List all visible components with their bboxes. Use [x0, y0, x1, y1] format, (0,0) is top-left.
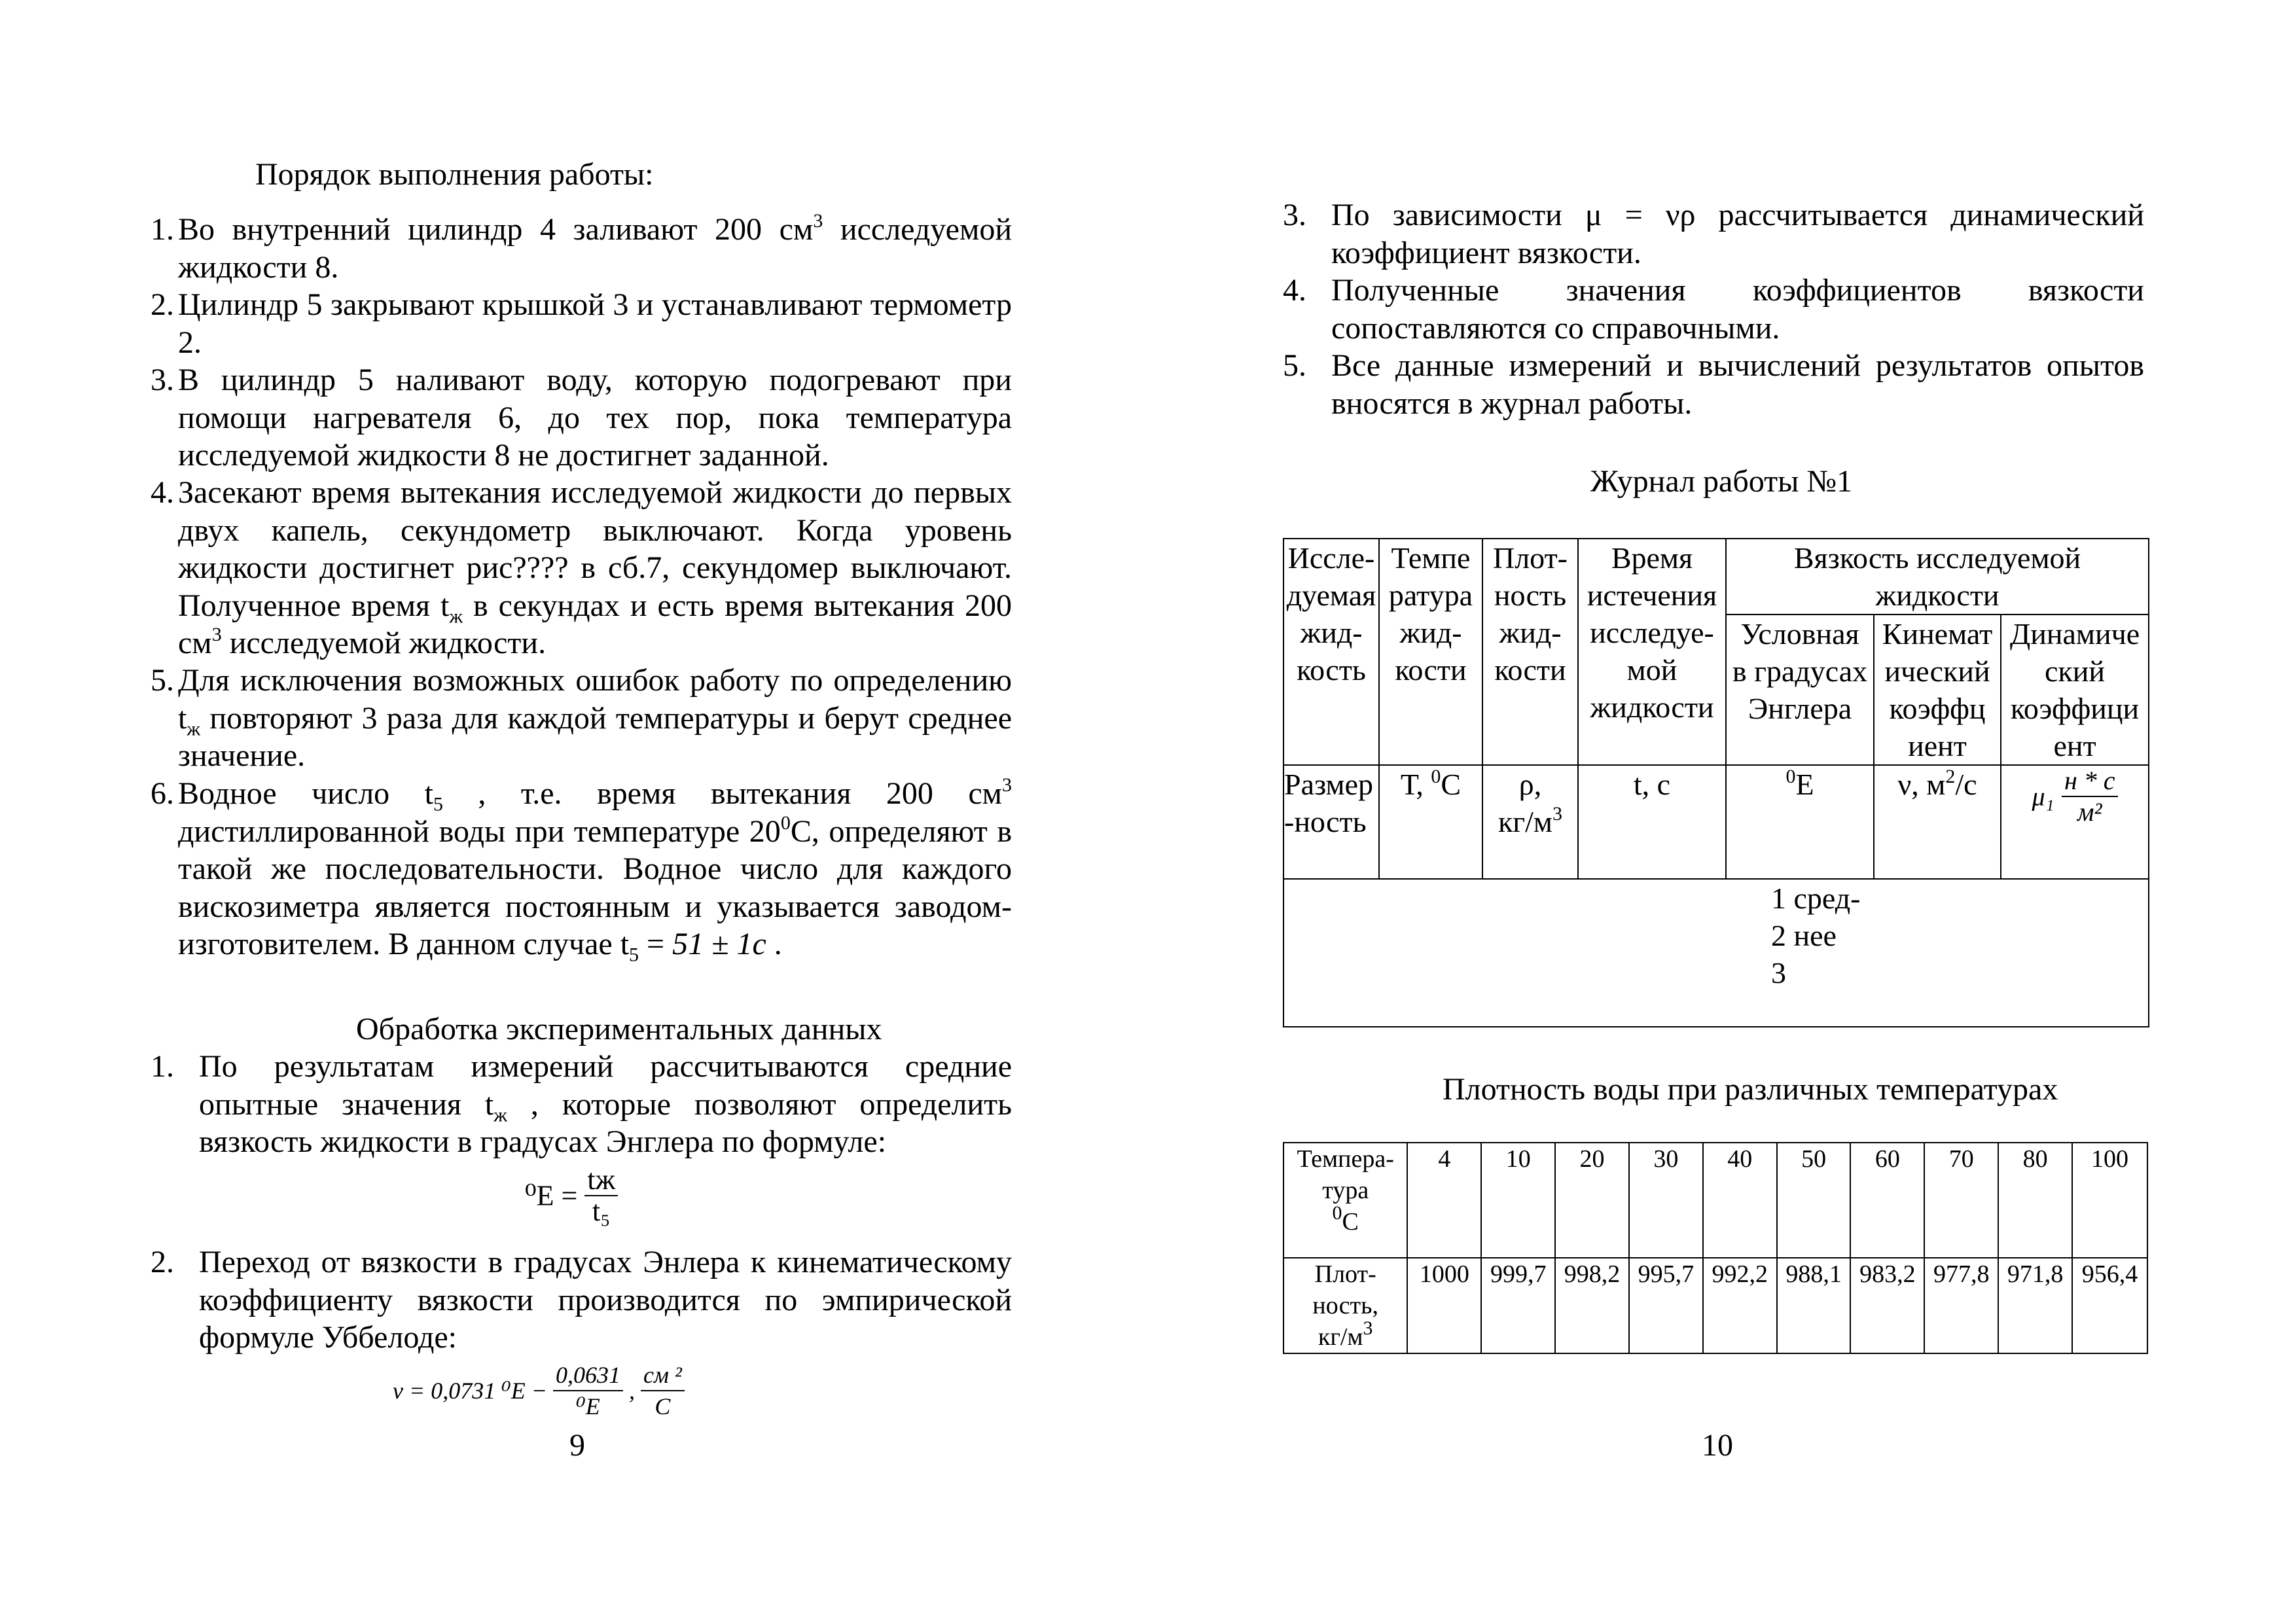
col-header-liquid: Иссле- дуемая жид- кость	[1283, 539, 1379, 765]
temperature-row-cell: 4	[1407, 1143, 1481, 1258]
unit-kinematic: ν, $м^2/с$	[1874, 765, 2001, 879]
density-table-title: Плотность воды при различных температурах	[1443, 1072, 2058, 1107]
density-row-cell: 988,1	[1777, 1258, 1851, 1353]
unit-dynamic: μ₁ $\frac{н * с}{\text{м²}}$	[2001, 765, 2149, 879]
page-number: 10	[1702, 1428, 1733, 1463]
density-row-cell: 971,8	[1998, 1258, 2072, 1353]
processing-heading: Обработка экспериментальных данных	[356, 1012, 882, 1046]
procedure-heading: Порядок выполнения работы:	[255, 157, 654, 192]
processing-step: 1. По результатам измерений рассчитываются средние опытные значения $t_ж$ , которые позволяют определить вязкость жидкости в градусах Энглера по формуле:	[151, 1049, 1013, 1159]
procedure-step: 2. Цилиндр 5 закрывают крышкой 3 и устанавливают термометр 2.	[151, 287, 1012, 360]
density-table	[1283, 1142, 2148, 1354]
procedure-step: 4. Засекают время вытекания исследуемой жидкости до первых двух капель, секундометр выключают. Когда уровень жидкости достигнет рис???? в сб.7, секундомер выключают. Полученное время $t_ж$ в секундах и есть время вытекания 200 $см^3$ исследуемой жидкости.	[151, 475, 1012, 660]
density-row-label: Плот- ность, $кг/м^3$	[1283, 1258, 1407, 1353]
journal-data-rows: 1 сред- 2 нее 3	[1283, 879, 2149, 1027]
density-row-cell: 956,4	[2072, 1258, 2147, 1353]
unit-density: ρ, $кг/м^3$	[1482, 765, 1578, 879]
temperature-row-cell: 80	[1998, 1143, 2072, 1258]
density-row-cell: 1000	[1407, 1258, 1481, 1353]
journal-title: Журнал работы №1	[1590, 464, 1853, 499]
col-header-temperature: Темпе ратура жид- кости	[1379, 539, 1482, 765]
col-header-kinematic: Кинемат ический коэффц иент	[1874, 615, 2001, 765]
temperature-row-cell: 100	[2072, 1143, 2147, 1258]
density-row-cell: 998,2	[1555, 1258, 1629, 1353]
col-header-viscosity: Вязкость исследуемой жидкости	[1726, 539, 2149, 615]
temperature-row-cell: 50	[1777, 1143, 1851, 1258]
temperature-row-cell: 10	[1481, 1143, 1555, 1258]
temperature-row	[1283, 1143, 2147, 1258]
density-row	[1283, 1258, 2147, 1353]
col-header-conditional: Условная в градусах Энглера	[1726, 615, 1874, 765]
processing-step: 2. Переход от вязкости в градусах Энлера к кинематическому коэффициенту вязкости производится по эмпирической формуле Уббелоде:	[151, 1245, 1012, 1355]
unit-time: t, с	[1578, 765, 1726, 879]
density-row-cell: 977,8	[1924, 1258, 1998, 1353]
processing-step: 4. Полученные значения коэффициентов вязкости сопоставляются со справочными.	[1283, 273, 2144, 346]
ubbelohde-formula: ν = 0,0731 ⁰E − $\frac{0,0631}{\text{⁰E}}$ , $\frac{\text{см ²}}{С}$	[393, 1360, 685, 1421]
temperature-row-cell: 40	[1703, 1143, 1777, 1258]
temperature-row-label: Темпера- тура $^0$С	[1283, 1143, 1407, 1258]
temperature-row-cell: 30	[1629, 1143, 1703, 1258]
processing-step: 5. Все данные измерений и вычислений результатов опытов вносятся в журнал работы.	[1283, 348, 2144, 421]
procedure-step: 1. Во внутренний цилиндр 4 заливают 200 $см^3$ исследуемой жидкости 8.	[151, 210, 1012, 285]
processing-step: 3. По зависимости μ = νρ рассчитывается динамический коэффициент вязкости.	[1283, 198, 2144, 270]
density-row-cell: 999,7	[1481, 1258, 1555, 1353]
density-row-cell: 992,2	[1703, 1258, 1777, 1353]
procedure-step: 5. Для исключения возможных ошибок работу по определению $t_ж$ повторяют 3 раза для каждой температуры и берут среднее значение.	[151, 663, 1012, 773]
journal-table	[1283, 538, 2149, 1027]
temperature-row-cell: 70	[1924, 1143, 1998, 1258]
col-header-density: Плот- ность жид- кости	[1482, 539, 1578, 765]
engler-formula: ⁰E = $\frac{tж}{\text{t₅}}$	[525, 1165, 618, 1226]
page-number: 9	[569, 1428, 585, 1463]
temperature-row-cell: 20	[1555, 1143, 1629, 1258]
unit-engler: $^0$Е	[1726, 765, 1874, 879]
unit-temperature: Т, $^0$С	[1379, 765, 1482, 879]
units-label: Размер -ность	[1283, 765, 1379, 879]
density-row-cell: 995,7	[1629, 1258, 1703, 1353]
col-header-time: Время истечения исследуе- мой жидкости	[1578, 539, 1726, 765]
density-row-cell: 983,2	[1850, 1258, 1924, 1353]
procedure-step: 3. В цилиндр 5 наливают воду, которую подогревают при помощи нагревателя 6, до тех пор, пока температура исследуемой жидкости 8 не достигнет заданной.	[151, 363, 1012, 473]
temperature-row-cell: 60	[1850, 1143, 1924, 1258]
procedure-step: 6. Водное число $t_5$ , т.е. время вытекания 200 $см^3$ дистиллированной воды при температуре $20^0С$, определяют в такой же последовательности. Водное число для каждого вискозиметра является постоянным и указывается заводом-изготовителем. В данном случае $t_5 = 51 \pm 1с$ .	[151, 774, 1012, 966]
col-header-dynamic: Динамиче ский коэффици ент	[2001, 615, 2149, 765]
